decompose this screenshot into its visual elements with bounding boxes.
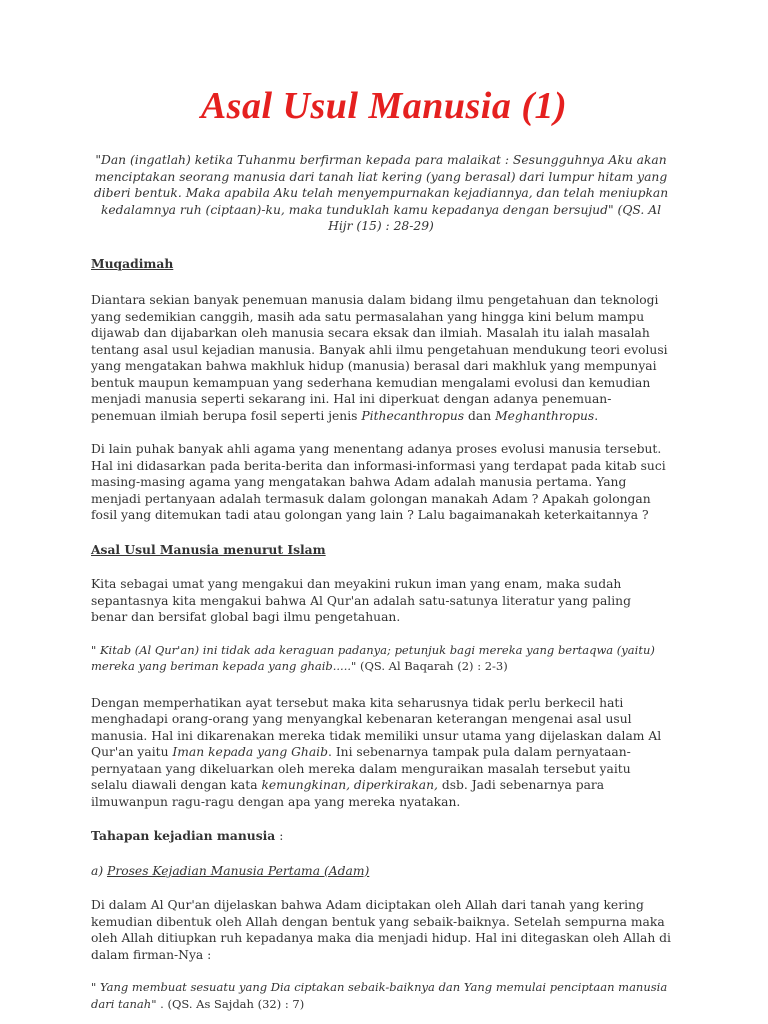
paragraph-1-end: .	[594, 408, 599, 423]
quote-as-sajdah-open: "	[91, 980, 100, 994]
paragraph-1-text: Diantara sekian banyak penemuan manusia dalam bidang ilmu pengetahuan dan teknologi yang sedemikian canggih, masih ada satu permasalahan yang hingga kini belum mampu dijawab dan dijabarkan oleh manusia secara eksak dan ilmiah. Masalah itu ialah masalah tentang asal usul kejadian manusia. Banyak ahli ilmu pengetahuan mendukung teori evolusi yang mengatakan bahwa makhluk hidup (manusia) berasal dari makhluk yang mempunyai bentuk maupun kemampuan yang sederhana kemudian mengalami evolusi dan kemudian menjadi manusia seperti sekarang ini. Hal ini diperkuat dengan adanya penemuan-penemuan ilmiah berupa fosil seperti jenis	[91, 293, 668, 423]
document-body	[91, 152, 671, 1012]
paragraph-1	[91, 292, 671, 424]
quote-al-baqarah	[91, 642, 671, 675]
quote-al-baqarah-text: Kitab (Al Qur'an) ini tidak ada keraguan padanya; petunjuk bagi mereka yang bertaqwa (yaitu) mereka yang beriman kepada yang ghaib.....	[91, 642, 655, 673]
subheading-a	[91, 863, 671, 880]
link-proses-kejadian-adam[interactable]: Proses Kejadian Manusia Pertama (Adam)	[107, 863, 370, 878]
heading-asal-usul-islam: Asal Usul Manusia menurut Islam	[91, 541, 326, 557]
paragraph-4-text-a: Dengan memperhatikan ayat tersebut maka kita seharusnya tidak perlu berkecil hati menghadapi orang-orang yang menyangkal kebenaran keterangan mengenai asal usul manusia. Hal ini dikarenakan mereka tidak memiliki unsur utama yang dijelaskan dalam Al Qur'an yaitu	[91, 695, 662, 759]
page-title: Asal Usul Manusia (1)	[200, 85, 568, 127]
heading-tahapan-text: Tahapan kejadian manusia	[91, 828, 276, 843]
paragraph-1-and: dan	[464, 408, 496, 423]
term-meghanthropus: Meghanthropus	[495, 408, 595, 423]
paragraph-2: Di lain puhak banyak ahli agama yang menentang adanya proses evolusi manusia tersebut. Hal ini didasarkan pada berita-berita dan informasi-informasi yang terdapat pada kitab suci masing-masing agama yang mengatakan bahwa Adam adalah manusia pertama. Yang menjadi pertanyaan adalah termasuk dalam golongan manakah Adam ? Apakah golongan fosil yang ditemukan tadi atau golongan yang lain ? Lalu bagaimanakah keterkaitannya ?	[91, 442, 666, 522]
intro-quote: "Dan (ingatlah) ketika Tuhanmu berfirman kepada para malaikat : Sesungguhnya Aku akan menciptakan seorang manusia dari tanah liat kering (yang berasal) dari lumpur hitam yang diberi bentuk. Maka apabila Aku telah menyempurnakan kejadiannya, dan telah meniupkan kedalamnya ruh (ciptaan)-ku, maka tunduklah kamu kepadanya dengan bersujud" (QS. Al Hijr (15) : 28-29)	[93, 153, 669, 233]
heading-tahapan-colon: :	[275, 829, 284, 843]
term-iman-ghaib: Iman kepada yang Ghaib	[172, 745, 328, 759]
paragraph-3: Kita sebagai umat yang mengakui dan meyakini rukun iman yang enam, maka sudah sepantasnya kita mengakui bahwa Al Qur'an adalah satu-satunya literatur yang paling benar dan bersifat global bagi ilmu pengetahuan.	[91, 577, 631, 624]
paragraph-4-text-b: . Ini sebenarnya tampak pula dalam pernyataan-pernyataan yang dikeluarkan oleh mereka dalam menguraikan masalah tersebut yaitu selalu diawali dengan kata	[91, 745, 631, 792]
subheading-a-prefix: a)	[91, 863, 108, 878]
quote-as-sajdah	[91, 979, 671, 1012]
quote-as-sajdah-text: Yang membuat sesuatu yang Dia ciptakan sebaik-baiknya dan Yang memulai penciptaan manusia dari tanah	[91, 980, 668, 1011]
paragraph-5: Di dalam Al Qur'an dijelaskan bahwa Adam diciptakan oleh Allah dari tanah yang kering kemudian dibentuk oleh Allah dengan bentuk yang sebaik-baiknya. Setelah sempurna maka oleh Allah ditiupkan ruh kepadanya maka dia menjadi hidup. Hal ini ditegaskan oleh Allah di dalam firman-Nya :	[91, 898, 671, 962]
term-kemungkinan: kemungkinan, diperkirakan,	[261, 778, 438, 792]
paragraph-4	[91, 695, 671, 811]
quote-as-sajdah-ref: " . (QS. As Sajdah (32) : 7)	[151, 996, 305, 1011]
quote-al-baqarah-open: "	[91, 642, 100, 657]
heading-muqadimah: Muqadimah	[91, 255, 174, 271]
paragraph-4-text-c: dsb. Jadi sebenarnya para ilmuwanpun ragu-ragu dengan apa yang mereka nyatakan.	[91, 778, 605, 809]
term-pithecanthropus: Pithecanthropus	[361, 408, 465, 423]
quote-al-baqarah-ref: " (QS. Al Baqarah (2) : 2-3)	[351, 659, 508, 673]
heading-tahapan	[91, 828, 671, 845]
